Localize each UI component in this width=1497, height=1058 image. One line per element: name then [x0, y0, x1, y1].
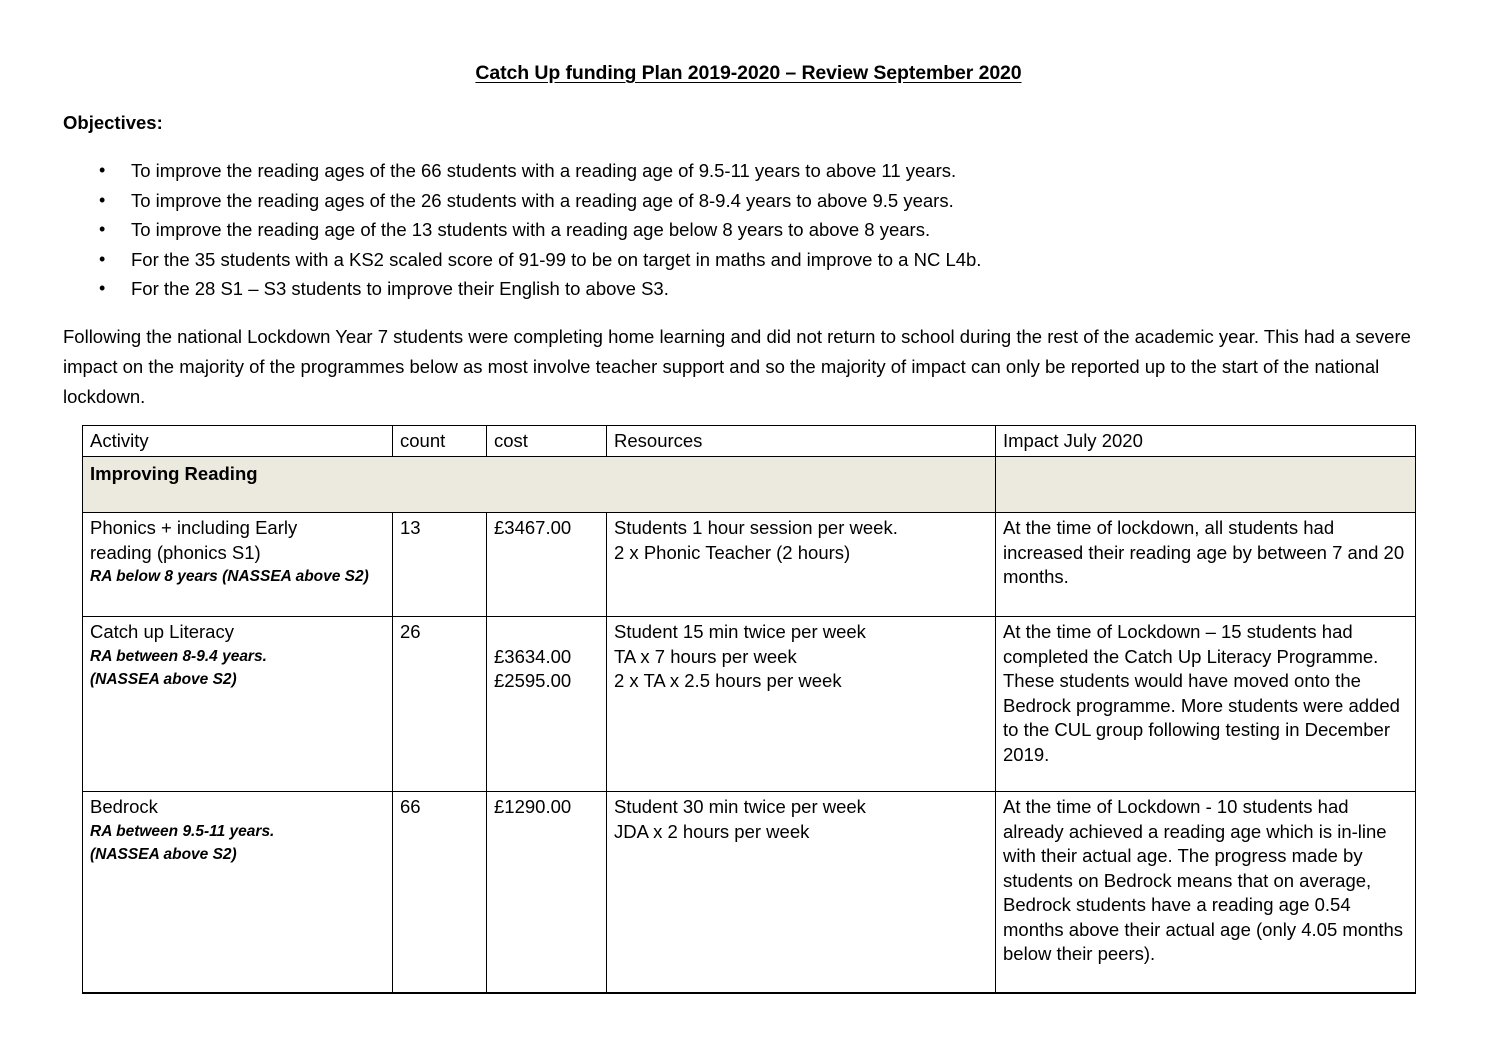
column-header-activity: Activity — [83, 426, 393, 457]
section-banner-impact-cell — [996, 457, 1416, 513]
cell-impact: At the time of Lockdown – 15 students had completed the Catch Up Literacy Programme. These students would have moved onto the Bedrock programme. More students were added to the CUL group following testing in December 2019. — [996, 617, 1416, 792]
cell-cost — [487, 792, 607, 994]
page-title — [0, 62, 1497, 85]
page-title-text: Catch Up funding Plan 2019-2020 – Review September 2020 — [475, 62, 1022, 84]
bullet-icon: • — [99, 160, 106, 180]
cost-line: £3634.00 — [494, 645, 572, 667]
cell-resources — [607, 617, 996, 792]
objective-text: For the 35 students with a KS2 scaled score of 91-99 to be on target in maths and improve to a NC L4b. — [131, 248, 982, 270]
cell-resources — [607, 792, 996, 994]
activity-subtitle-line: (NASSEA above S2) — [90, 670, 237, 688]
cell-activity — [83, 792, 393, 994]
activity-subtitle-line: (NASSEA above S2) — [90, 845, 237, 863]
resource-line: TA x 7 hours per week — [614, 645, 797, 667]
cost-spacer — [494, 620, 600, 645]
column-header-count: count — [393, 426, 487, 457]
resource-line: 2 x Phonic Teacher (2 hours) — [614, 541, 851, 563]
objective-text: For the 28 S1 – S3 students to improve their English to above S3. — [131, 278, 669, 299]
cell-cost — [487, 617, 607, 792]
column-header-impact: Impact July 2020 — [996, 426, 1416, 457]
cell-count: 13 — [393, 513, 487, 617]
list-item — [63, 245, 1443, 275]
activity-title-line: Catch up Literacy — [90, 621, 234, 642]
objective-text: To improve the reading age of the 13 students with a reading age below 8 years to above 8 years. — [131, 219, 931, 240]
cell-count: 26 — [393, 617, 487, 792]
objective-text: To improve the reading ages of the 66 students with a reading age of 9.5-11 years to above 11 years. — [131, 160, 957, 181]
table-row — [83, 617, 1416, 792]
table-row — [83, 792, 1416, 994]
activity-subtitle-line: RA between 8-9.4 years. — [90, 647, 267, 665]
activity-title-line: Bedrock — [90, 796, 158, 817]
activity-title-line: reading (phonics S1) — [90, 541, 261, 563]
cost-line: £3467.00 — [494, 517, 572, 538]
section-banner-label: Improving Reading — [83, 457, 996, 513]
cell-impact: At the time of Lockdown - 10 students had already achieved a reading age which is in-line with their actual age. The progress made by students on Bedrock means that on average, Bedrock students have a reading age 0.54 months above their actual age (only 4.05 months below their peers). — [996, 792, 1416, 994]
column-header-cost: cost — [487, 426, 607, 457]
resource-line: Student 15 min twice per week — [614, 621, 866, 642]
bullet-icon: • — [99, 189, 106, 210]
bullet-icon: • — [99, 248, 106, 269]
bullet-icon: • — [99, 219, 106, 239]
resource-line: JDA x 2 hours per week — [614, 820, 810, 842]
cost-line: £2595.00 — [494, 670, 572, 691]
column-header-resources: Resources — [607, 426, 996, 457]
cell-activity — [83, 617, 393, 792]
table-row — [83, 513, 1416, 617]
objective-text: To improve the reading ages of the 26 students with a reading age of 8-9.4 years to above 9.5 years. — [131, 189, 954, 211]
activity-subtitle-line: RA between 9.5-11 years. — [90, 822, 275, 840]
resource-line: 2 x TA x 2.5 hours per week — [614, 670, 842, 691]
cell-activity — [83, 513, 393, 617]
list-item — [63, 156, 1443, 186]
list-item — [63, 186, 1443, 216]
list-item — [63, 215, 1443, 245]
cell-resources — [607, 513, 996, 617]
table-header-row — [83, 426, 1416, 457]
cell-cost — [487, 513, 607, 617]
list-item — [63, 274, 1443, 304]
intro-paragraph: Following the national Lockdown Year 7 students were completing home learning and did not return to school during the rest of the academic year. This had a severe impact on the majority of the programmes below as most involve teacher support and so the majority of impact can only be reported up to the start of the national lockdown. — [63, 326, 1411, 407]
table-section-banner-row — [83, 457, 1416, 513]
resource-line: Student 30 min twice per week — [614, 796, 866, 817]
objectives-list — [63, 156, 1443, 304]
funding-table — [82, 425, 1416, 994]
cell-count: 66 — [393, 792, 487, 994]
activity-title-line: Phonics + including Early — [90, 517, 298, 538]
objectives-heading: Objectives: — [63, 112, 163, 133]
activity-subtitle-line: RA below 8 years (NASSEA above S2) — [90, 568, 369, 585]
cost-line: £1290.00 — [494, 796, 572, 817]
cell-impact: At the time of lockdown, all students had increased their reading age by between 7 and 20 months. — [996, 513, 1416, 617]
bullet-icon: • — [99, 278, 106, 298]
resource-line: Students 1 hour session per week. — [614, 517, 898, 538]
